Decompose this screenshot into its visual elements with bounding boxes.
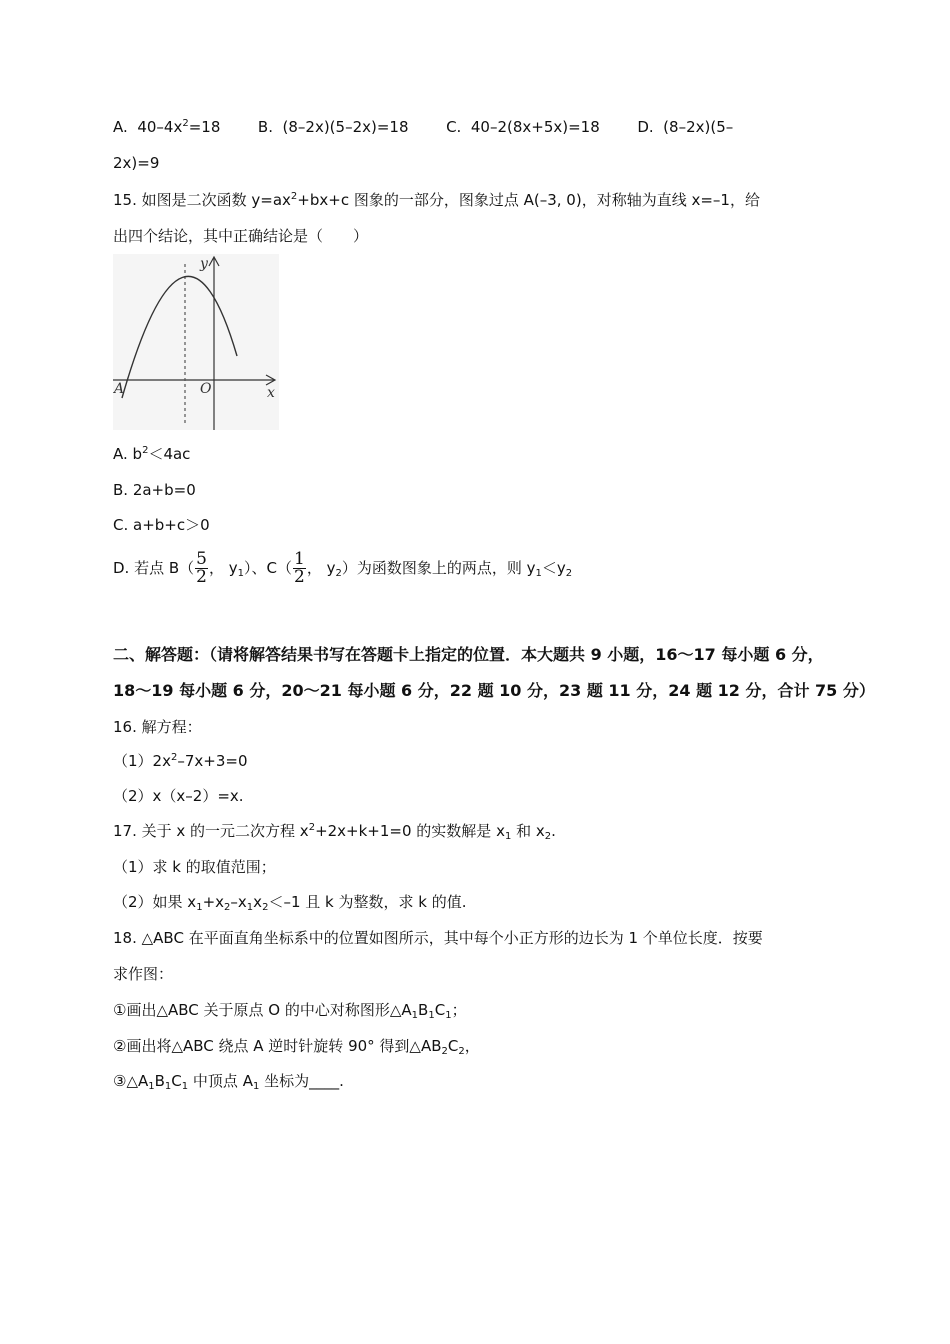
- q18-item2: ②画出将△ABC 绕点 A 逆时针旋转 90° 得到$\triangle AB_2C_2$，: [113, 1037, 480, 1057]
- y-axis-label: y: [200, 256, 208, 272]
- q14-option-a: A. $40-4x^2=18$: [113, 118, 221, 136]
- q15-stem-line1: 15. 如图是二次函数 $y=ax^2+bx+c$ 图象的一部分，图象过点 A(–3, 0)，对称轴为直线 x=–1，给: [113, 191, 760, 209]
- q14-options-line1: [113, 116, 733, 138]
- q15-option-a: A. $b^2<4ac$: [113, 445, 191, 463]
- q17-part2: （2）如果 $x_1+x_2-x_1x_2<-1$ 且 k 为整数，求 k 的值.: [113, 893, 467, 913]
- q15-parabola-graph: [110, 252, 282, 434]
- section2-heading-line1: 二、解答题：（请将解答结果书写在答题卡上指定的位置．本大题共 9 小题，16～17 每小题 6 分，: [113, 645, 824, 664]
- q17-part1: （1）求 k 的取值范围；: [113, 858, 276, 876]
- q17-title: 17. 关于 x 的一元二次方程 $x^2+2x+k+1=0$ 的实数解是 $x_1$ 和 $x_2$.: [113, 822, 556, 842]
- q18-item1: ①画出△ABC 关于原点 O 的中心对称图形$\triangle A_1B_1C_1$；: [113, 1001, 467, 1021]
- q16-title: 16. 解方程：: [113, 718, 202, 736]
- graph-background: [113, 254, 279, 430]
- q15-option-c: C. a+b+c＞0: [113, 516, 210, 534]
- q14-option-c: C. 40–2(8x+5x)=18: [446, 118, 600, 136]
- q15-stem-line2: 出四个结论，其中正确结论是（ ）: [113, 227, 369, 245]
- q18-item3: $③\triangle A_1B_1C_1$ 中顶点 $A_1$ 坐标为____.: [113, 1072, 344, 1092]
- q14-option-b: B. (8–2x)(5–2x)=18: [257, 118, 409, 136]
- section2-heading-line2: 18～19 每小题 6 分，20～21 每小题 6 分，22 题 10 分，23 题 11 分，24 题 12 分，合计 75 分）: [113, 681, 875, 700]
- fraction-one-half: $\frac{1}{2}$: [294, 549, 305, 587]
- q16-part1: $(1)2x^2-7x+3=0$: [113, 752, 248, 770]
- q18-stem-line2: 求作图：: [113, 965, 174, 983]
- q15-option-d: D. 若点 B（ $\frac{5}{2}$ ， $y_1$）、C（ $\frac{1}{2}$ ， $y_2$）为函数图象上的两点，则 $y_1<y_2$: [113, 549, 573, 587]
- q14-options-line2: 2x)=9: [113, 154, 160, 172]
- q15-option-b: B. 2a+b=0: [113, 481, 196, 499]
- fraction-five-halves: $\frac{5}{2}$: [196, 549, 207, 587]
- q16-part2: （2）x（x–2）=x.: [113, 787, 244, 805]
- q18-stem-line1: 18. △ABC 在平面直角坐标系中的位置如图所示，其中每个小正方形的边长为 1 个单位长度．按要: [113, 929, 763, 947]
- q14-option-d: D. (8–2x)(5–: [637, 118, 734, 136]
- x-axis-label: x: [267, 385, 275, 401]
- point-a-label: A: [114, 381, 125, 397]
- origin-label: O: [200, 381, 212, 397]
